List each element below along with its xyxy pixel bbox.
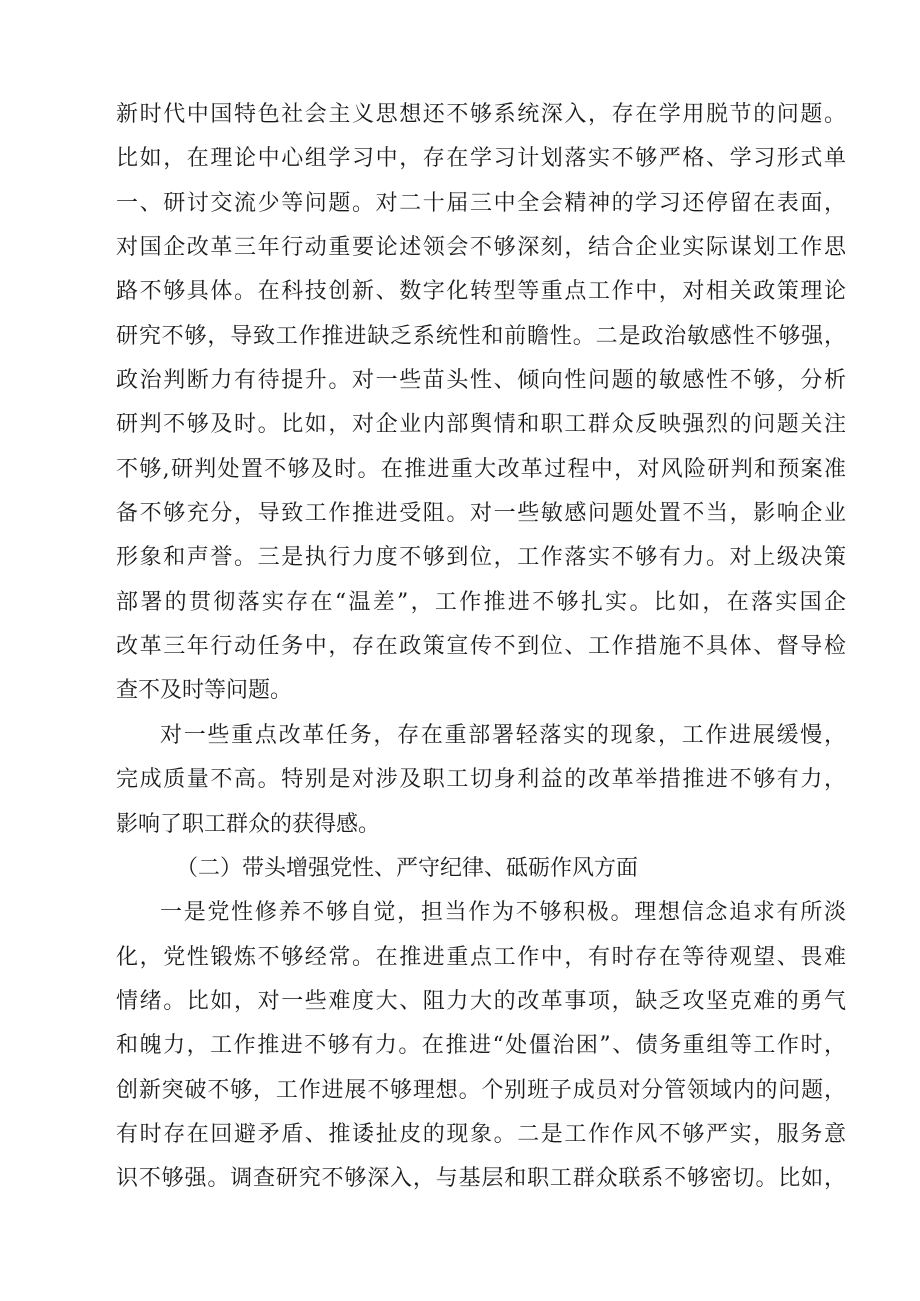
paragraph-1-line-10: 备不够充分，导致工作推进受阻。对一些敏感问题处置不当，影响企业: [116, 501, 846, 526]
paragraph-2-line-1: 对一些重点改革任务，存在重部署轻落实的现象，工作进展缓慢，: [160, 723, 846, 748]
paragraph-3-line-1: 一是党性修养不够自觉，担当作为不够积极。理想信念追求有所淡: [160, 900, 846, 925]
paragraph-1-line-5: 路不够具体。在科技创新、数字化转型等重点工作中，对相关政策理论: [116, 279, 846, 304]
paragraph-3-line-2: 化，党性锻炼不够经常。在推进重点工作中，有时存在等待观望、畏难: [116, 945, 846, 970]
paragraph-1-line-1: 新时代中国特色社会主义思想还不够系统深入，存在学用脱节的问题。: [116, 102, 846, 127]
paragraph-1-line-6: 研究不够，导致工作推进缺乏系统性和前瞻性。二是政治敏感性不够强，: [116, 324, 846, 349]
paragraph-2-line-2: 完成质量不高。特别是对涉及职工切身利益的改革举措推进不够有力，: [116, 767, 846, 792]
paragraph-1-line-12: 部署的贯彻落实存在“温差”，工作推进不够扎实。比如，在落实国企: [116, 590, 846, 615]
paragraph-1-line-2: 比如，在理论中心组学习中，存在学习计划落实不够严格、学习形式单: [116, 146, 846, 171]
paragraph-3-line-6: 有时存在回避矛盾、推诿扯皮的现象。二是工作作风不够严实，服务意: [116, 1122, 846, 1147]
paragraph-1-line-14: 查不及时等问题。: [116, 678, 293, 703]
paragraph-1-line-13: 改革三年行动任务中，存在政策宣传不到位、工作措施不具体、督导检: [116, 634, 846, 659]
paragraph-1-line-11: 形象和声誉。三是执行力度不够到位，工作落实不够有力。对上级决策: [116, 545, 846, 570]
paragraph-1-line-4: 对国企改革三年行动重要论述领会不够深刻，结合企业实际谋划工作思: [116, 235, 846, 260]
paragraph-1-line-8: 研判不够及时。比如，对企业内部舆情和职工群众反映强烈的问题关注: [116, 412, 846, 437]
paragraph-1-line-7: 政治判断力有待提升。对一些苗头性、倾向性问题的敏感性不够，分析: [116, 368, 846, 393]
paragraph-3-line-5: 创新突破不够，工作进展不够理想。个别班子成员对分管领域内的问题，: [116, 1078, 846, 1103]
paragraph-1-line-9: 不够,研判处置不够及时。在推进重大改革过程中，对风险研判和预案准: [116, 457, 846, 482]
paragraph-3-line-3: 情绪。比如，对一些难度大、阻力大的改革事项，缺乏攻坚克难的勇气: [116, 989, 846, 1014]
paragraph-3-line-4: 和魄力，工作推进不够有力。在推进“处僵治困”、债务重组等工作时，: [116, 1033, 846, 1058]
paragraph-2-line-3: 影响了职工群众的获得感。: [116, 812, 381, 837]
paragraph-3-line-7: 识不够强。调查研究不够深入，与基层和职工群众联系不够密切。比如，: [116, 1166, 846, 1191]
paragraph-1-line-3: 一、研讨交流少等问题。对二十届三中全会精神的学习还停留在表面，: [116, 191, 846, 216]
section-heading: （二）带头增强党性、严守纪律、砥砺作风方面: [176, 856, 639, 881]
